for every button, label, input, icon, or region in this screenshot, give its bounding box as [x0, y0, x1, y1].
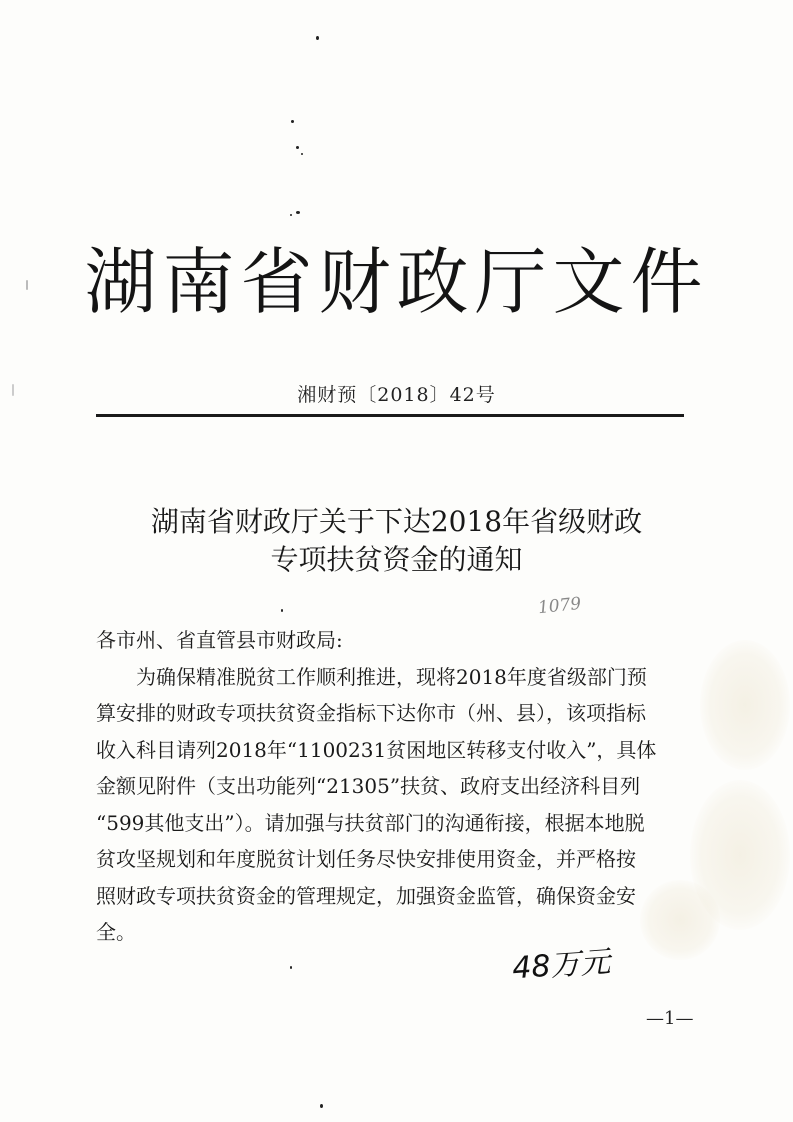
- scan-speck: [296, 211, 300, 214]
- header-divider: [96, 414, 684, 417]
- paper-stain: [700, 640, 790, 770]
- body-line: 贫攻坚规划和年度脱贫计划任务尽快安排使用资金，并严格按: [96, 847, 636, 871]
- document-number: 湘财预〔2018〕42号: [297, 384, 496, 406]
- scan-speck: [296, 146, 299, 149]
- scan-speck: [316, 36, 319, 40]
- handwritten-mark: 1079: [537, 593, 583, 619]
- notice-title-line-2: 专项扶贫资金的通知: [270, 543, 523, 576]
- agency-document-header: 湖南省财政厅文件: [84, 240, 709, 324]
- salutation: 各市州、省直管县市财政局:: [96, 628, 343, 652]
- page-number: —1—: [646, 1008, 694, 1029]
- scan-speck: [320, 1104, 323, 1108]
- handwritten-amount-note: 48万元: [511, 944, 612, 987]
- body-line: 照财政专项扶贫资金的管理规定，加强资金监管，确保资金安: [96, 883, 636, 908]
- scan-speck: [281, 609, 283, 612]
- body-line: 为确保精准脱贫工作顺利推进，现将2018年度省级部门预: [96, 664, 647, 689]
- scan-speck: [290, 214, 292, 216]
- notice-body: [96, 622, 696, 951]
- body-line: 收入科目请列2018年“1100231贫困地区转移支付收入”，具体: [96, 737, 657, 762]
- body-line: 全。: [96, 920, 136, 944]
- body-line: 金额见附件（支出功能列“21305”扶贫、政府支出经济科目列: [96, 774, 641, 798]
- scan-speck: [290, 966, 292, 969]
- notice-title-line-1: 湖南省财政厅关于下达2018年省级财政: [150, 505, 643, 538]
- scan-speck: [291, 120, 294, 123]
- scan-speck: [301, 153, 303, 155]
- body-line: 算安排的财政专项扶贫资金指标下达你市（州、县），该项指标: [96, 701, 646, 725]
- body-line: “599其他支出”）。请加强与扶贫部门的沟通衔接，根据本地脱: [96, 810, 645, 835]
